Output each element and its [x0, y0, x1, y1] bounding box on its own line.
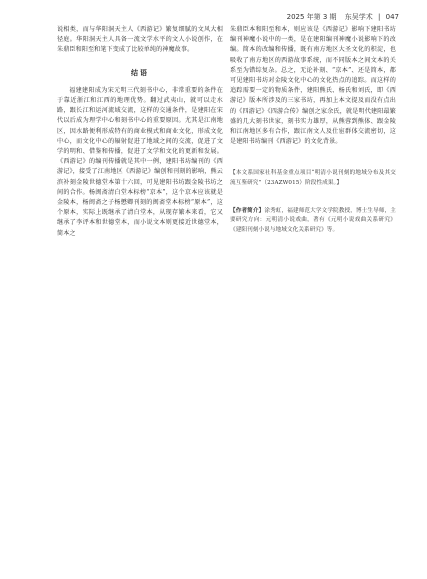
issue-label: 2025 年第 3 期 [286, 13, 337, 21]
author-bio-text: 涂秀虹，福建师范大学文学院教授，博士生导师，主要研究方向：元明清小说戏曲，著有《元明小说戏曲关系研究》《建阳刊刻小说与地域文化关系研究》等。 [230, 207, 396, 233]
left-column [57, 25, 223, 239]
left-paragraph-2: 福建建阳成为宋元明三代刻书中心，非常重要的条件在于靠近浙江和江西的地理优势。翻过武夷山，就可以走水路，跟长江和运河流域交流，这样的交通条件，是建阳在宋代以后成为理学中心和刻书中心的重要原因。尤其是江南地区，因水路便利形成特有的商业模式和商业文化，形成文化中心，而文化中心的辐射促进了地域之间的交流，促进了文学的明和、借鉴和传播，促进了文学和文化的更新和发展。《西游记》的编刊传播就是其中一例，建阳书坊编刊的《西游记》，接受了江南地区《西游记》编创和刊刻的影响，熊云滨补刻金陵世德堂本第十六回，可见建阳书坊跟金陵书坊之间的合作。杨闽斋清白堂本标榜“京本”，这个京本应该就是金陵本，杨闽斋之子杨懋卿刊刻的闽斋堂本标榜“原本”，这个原本，实际上既继承了清白堂本，从现存繁本来看，它又继承了李评本和世德堂本，而小说文本则更接近世德堂本，简本之 [57, 86, 223, 237]
header-separator: | [378, 13, 381, 21]
author-bio [230, 207, 396, 236]
right-column [230, 25, 396, 235]
section-title: 结语 [131, 67, 149, 77]
page-number: 047 [385, 13, 399, 21]
funding-note-text: 【本文系国家社科基金重点项目“明清小说刊刻的地域分布及其交流互鉴研究”（23AZW015）阶段性成果。】 [230, 170, 396, 187]
journal-name: 东吴学术 [344, 13, 373, 21]
left-paragraph-1: 说相类，而与华阳洞天主人《西游记》繁复细腻的文风大相径庭。华阳洞天主人具备一流文学水平的文人小说创作，在朱鼎臣和阳至和笔下变成了比较单纯的神魔故事。 [57, 26, 223, 54]
author-bio-label: 【作者简介】 [230, 207, 265, 214]
page-header [287, 12, 399, 22]
funding-note [230, 169, 396, 188]
right-paragraph-1: 朱鼎臣本和阳至和本，则应该是《西游记》影响下建阳书坊编刊神魔小说中的一类，是在建阳编刊神魔小说影响下的改编。简本的改编和传播，既有南方地区大圣文化的积淀，也吸收了南方地区的西游故事系统，而不同版本之间文本的关系至为错综复杂。总之，无论补刻、“京本”、还是简本，都可见建阳书坊对金陵文化中心的文化热点的追踪。而这样的追踪需要一定的物质条件，建阳熊氏、杨氏和刘氏，即《西游记》版本所涉及的三家书坊，再加上本文提及而没有点出的《四游记》《四游合传》编创之家余氏，就是明代建阳最繁盛的几大刻书世家，刻书实力雄厚，从熊蓉到熊体、跟金陵和江南地区多有合作，跟江南文人及仕宦群体交流密切，这是建阳书坊编刊《西游记》的文化背景。 [230, 26, 396, 146]
